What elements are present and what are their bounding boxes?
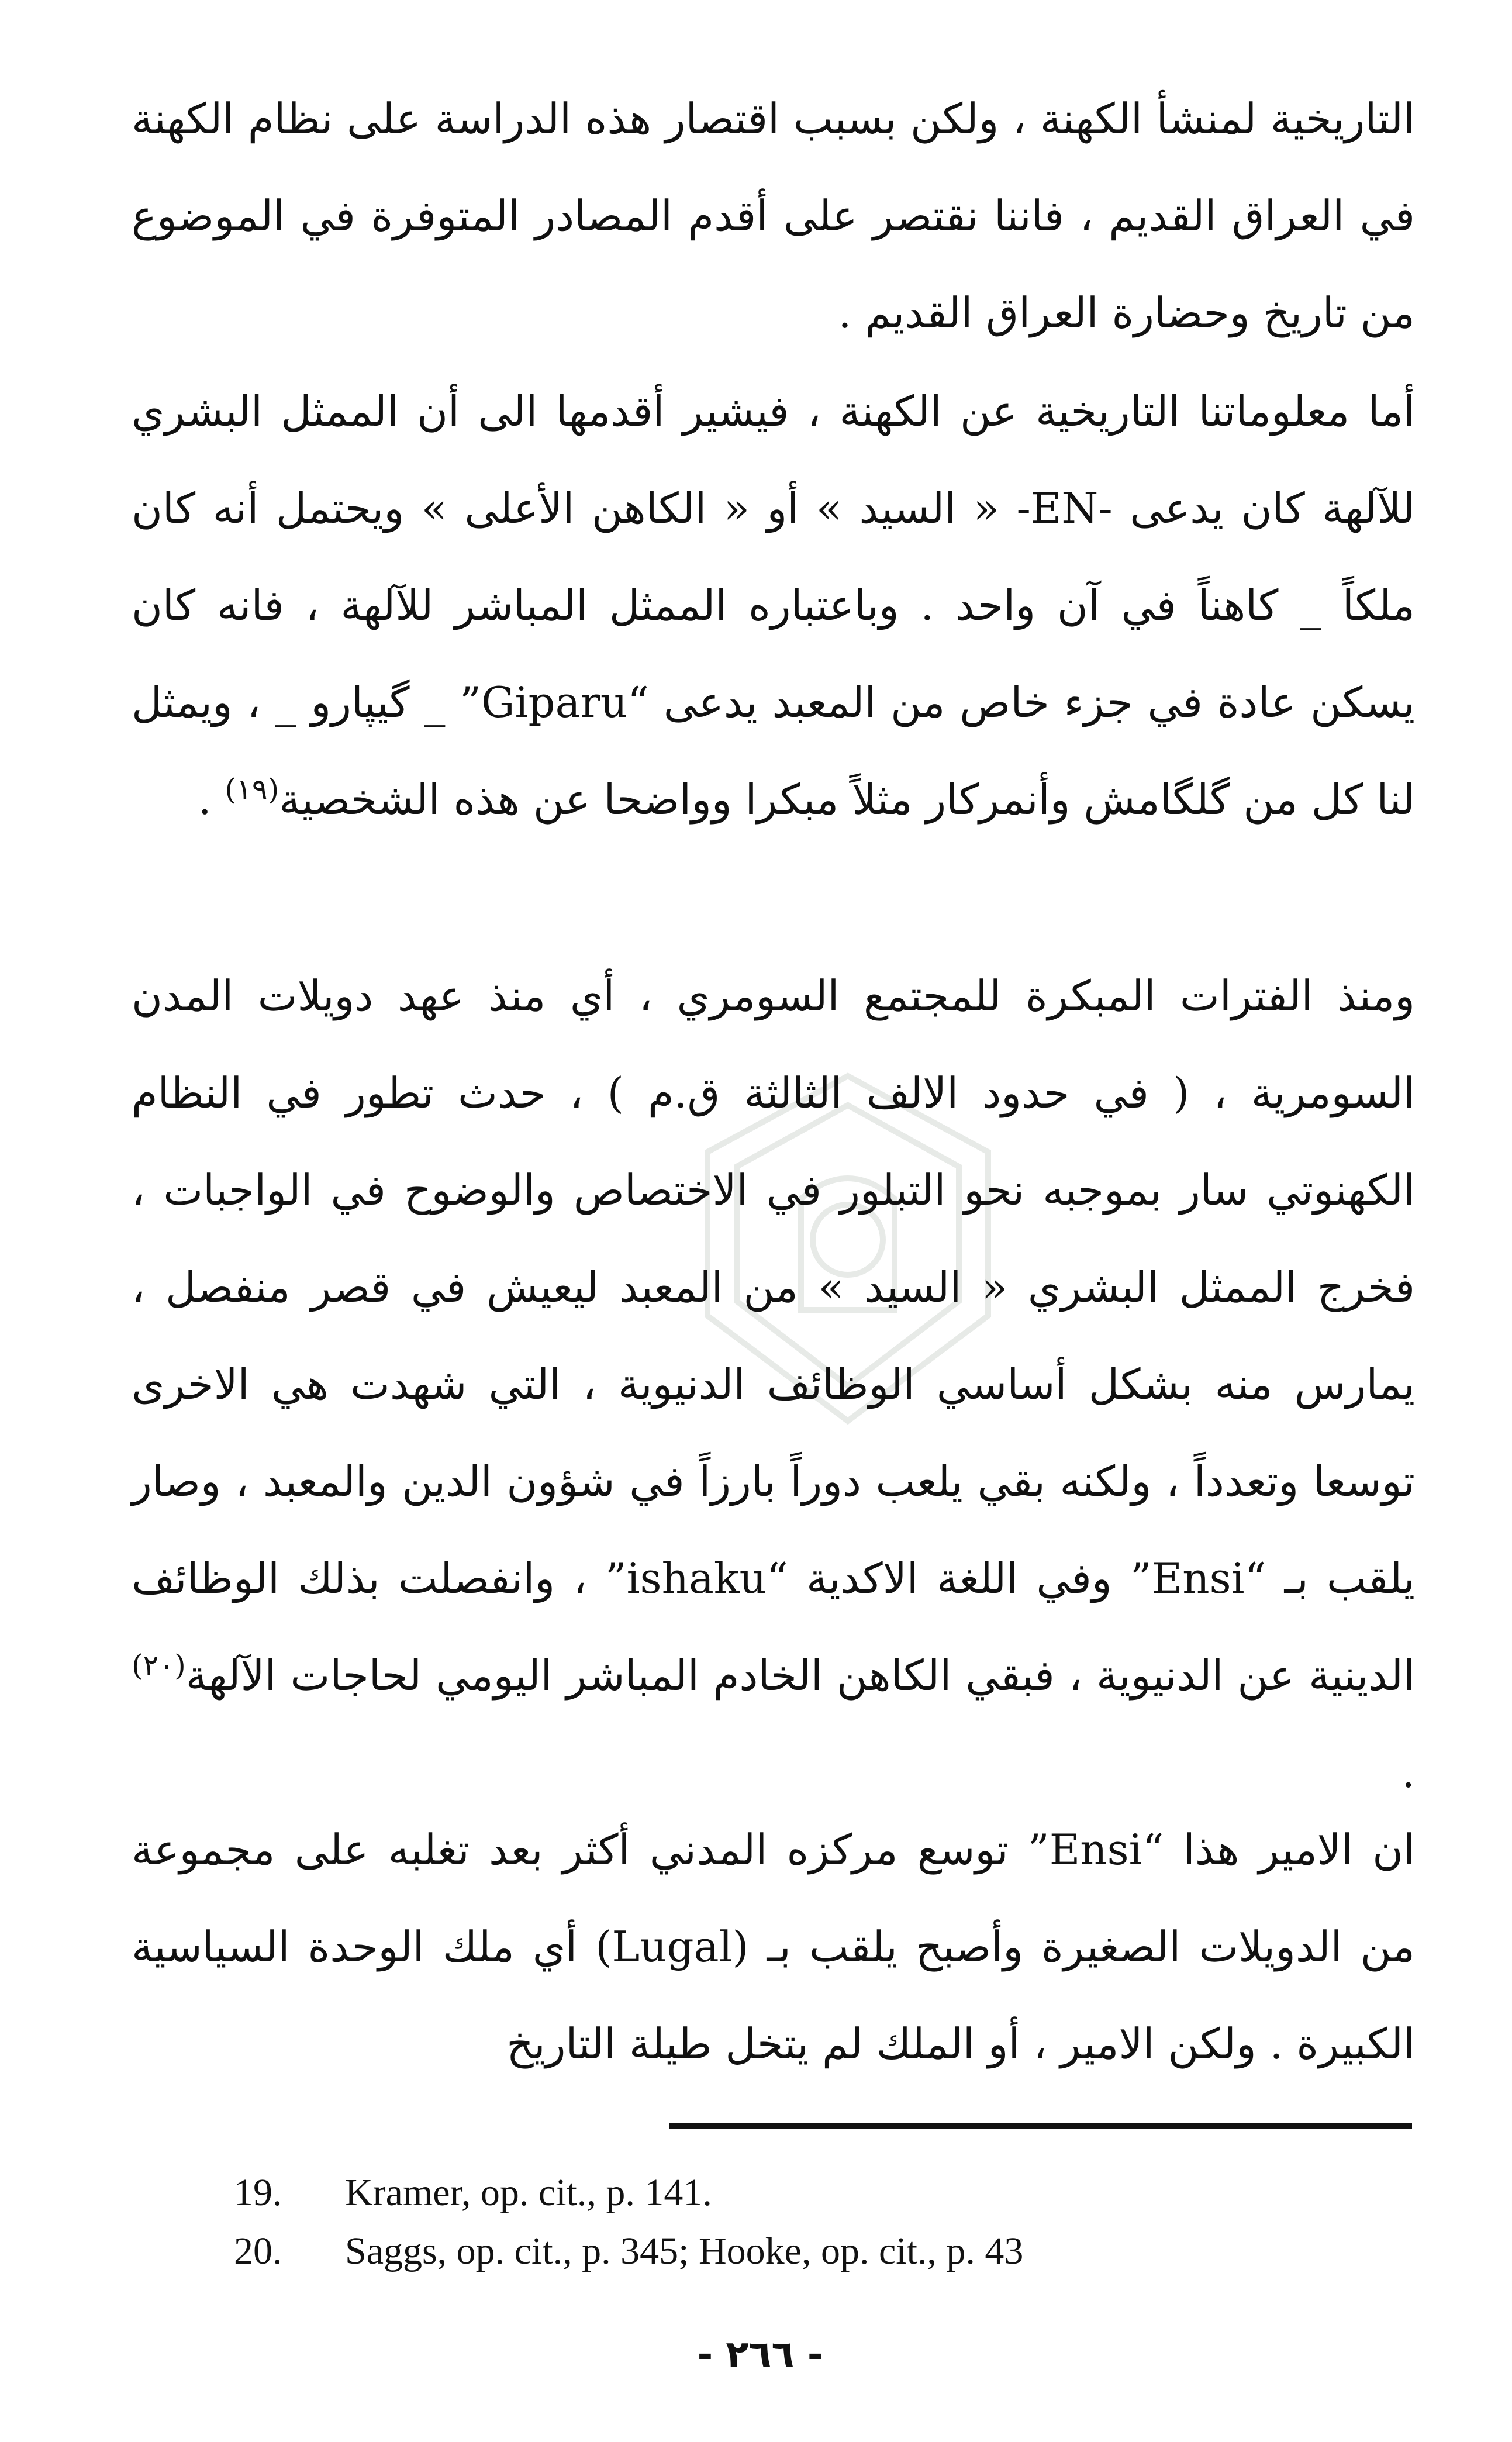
paragraph-3 bbox=[132, 947, 1415, 1821]
footnote-ref-19: (١٩) bbox=[225, 772, 279, 806]
paragraph-2-end: . bbox=[198, 775, 225, 824]
paragraph-2-text: أما معلوماتنا التاريخية عن الكهنة ، فيشير أقدمها الى أن الممثل البشري للآلهة كان يدعى -EN- « السيد » أو « الكاهن الأعلى » ويحتمل أنه كان ملكاً _ كاهناً في آن واحد . وباعتباره الممثل المباشر للآلهة ، فانه كان يسكن عادة في جزء خاص من المعبد يدعى “Giparu” _ گيپارو _ ، ويمثل لنا كل من گلگامش وأنمركار مثلاً مبكرا وواضحا عن هذه الشخصية bbox=[132, 387, 1416, 824]
footnote-19 bbox=[234, 2164, 1403, 2222]
paragraph-2 bbox=[132, 363, 1415, 848]
paragraph-3-text: ومنذ الفترات المبكرة للمجتمع السومري ، أي منذ عهد دويلات المدن السومرية ، ( في حدود الالف الثالثة ق.م ) ، حدث تطور في النظام الكهنوتي سار بموجبه نحو التبلور في الاختصاص والوضوح في الواجبات ، فخرج الممثل البشري « السيد » من المعبد ليعيش في قصر منفصل ، يمارس منه بشكل أساسي الوظائف الدنيوية ، التي شهدت هي الاخرى توسعا وتعدداً ، ولكنه بقي يلعب دوراً بارزاً في شؤون الدين والمعبد ، وصار يلقب بـ “Ensi” وفي اللغة الاكدية “ishaku” ، وانفصلت بذلك الوظائف الدينية عن الدنيوية ، فبقي الكاهن الخادم المباشر اليومي لحاجات الآلهة bbox=[132, 971, 1415, 1700]
footnote-ref-20: (٢٠) bbox=[132, 1648, 186, 1682]
footnote-divider bbox=[669, 2123, 1412, 2129]
paragraph-1 bbox=[132, 70, 1415, 361]
paragraph-3-end: . bbox=[1401, 1748, 1415, 1797]
paragraph-3-body bbox=[132, 947, 1415, 1821]
footnote-number: 20. bbox=[234, 2230, 282, 2272]
footnotes bbox=[234, 2164, 1403, 2281]
footnote-number: 19. bbox=[234, 2171, 282, 2214]
footnote-text: Saggs, op. cit., p. 345; Hooke, op. cit., p. 43 bbox=[345, 2230, 1024, 2272]
paragraph-4 bbox=[132, 1801, 1415, 2092]
page-number: - ٢٦٦ - bbox=[697, 2333, 823, 2377]
paragraph-4-text: ان الامير هذا “Ensi” توسع مركزه المدني أكثر بعد تغلبه على مجموعة من الدويلات الصغيرة وأصبح يلقب بـ (Lugal) أي ملك الوحدة السياسية الكبيرة . ولكن الامير ، أو الملك لم يتخل طيلة التاريخ bbox=[132, 1825, 1416, 2068]
footnote-20 bbox=[234, 2222, 1403, 2281]
paragraph-1-text: التاريخية لمنشأ الكهنة ، ولكن بسبب اقتصار هذه الدراسة على نظام الكهنة في العراق القديم ، فاننا نقتصر على أقدم المصادر المتوفرة في الموضوع من تاريخ وحضارة العراق القديم . bbox=[132, 94, 1415, 337]
footnote-text: Kramer, op. cit., p. 141. bbox=[345, 2171, 712, 2214]
paragraph-2-body bbox=[132, 363, 1415, 848]
